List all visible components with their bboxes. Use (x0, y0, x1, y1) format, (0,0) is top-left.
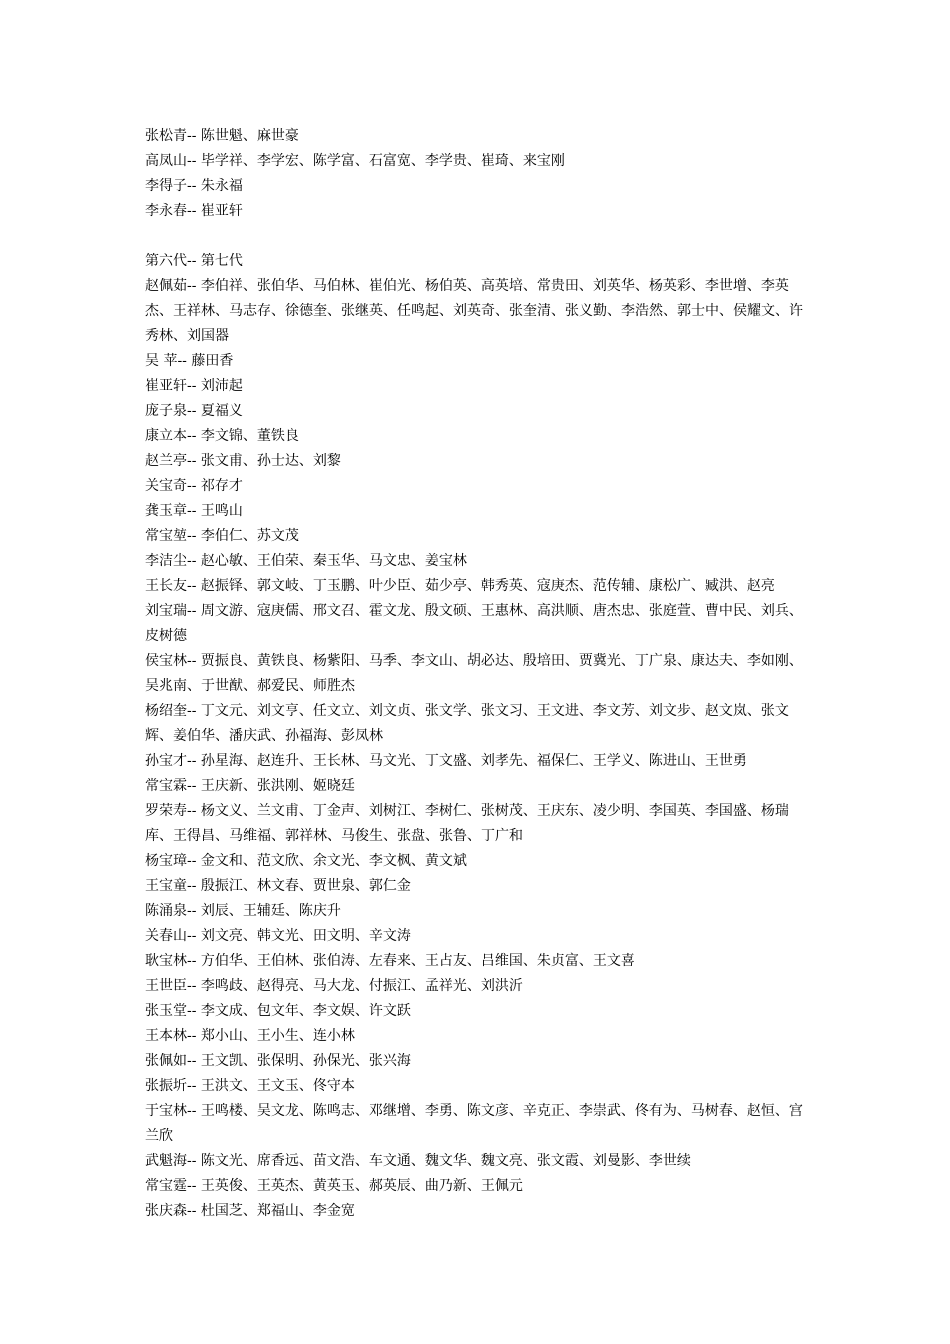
lineage-line: 侯宝林-- 贾振良、黄铁良、杨紫阳、马季、李文山、胡必达、殷培田、贾冀光、丁广泉、康达夫、李如刚、吴兆南、于世猷、郝爱民、师胜杰 (145, 653, 803, 694)
lineage-line: 罗荣寿-- 杨文义、兰文甫、丁金声、刘树江、李树仁、张树茂、王庆东、凌少明、李国英、李国盛、杨瑞库、王得昌、马维福、郭祥林、马俊生、张盘、张鲁、丁广和 (145, 803, 789, 844)
lineage-line: 赵兰亭-- 张文甫、孙士达、刘黎 (145, 453, 341, 469)
lineage-line: 王本林-- 郑小山、王小生、连小林 (145, 1028, 355, 1044)
lineage-line: 张佩如-- 王文凯、张保明、孙保光、张兴海 (145, 1053, 411, 1069)
lineage-line: 孙宝才-- 孙星海、赵连升、王长林、马文光、丁文盛、刘孝先、福保仁、王学义、陈进山、王世勇 (145, 753, 747, 769)
lineage-line: 庞子泉-- 夏福义 (145, 403, 243, 419)
lineage-line: 龚玉章-- 王鸣山 (145, 503, 243, 519)
lineage-line: 常宝堃-- 李伯仁、苏文茂 (145, 528, 299, 544)
lineage-line: 张振圻-- 王洪文、王文玉、佟守本 (145, 1078, 355, 1094)
lineage-line: 刘宝瑞-- 周文游、寇庚儒、邢文召、霍文龙、殷文硕、王惠林、高洪顺、唐杰忠、张庭萱、曹中民、刘兵、皮树德 (145, 603, 803, 644)
lineage-line: 李洁尘-- 赵心敏、王伯荣、秦玉华、马文忠、姜宝林 (145, 553, 467, 569)
lineage-line: 吴 苹-- 藤田香 (145, 353, 234, 369)
lineage-line: 关宝奇-- 祁存才 (145, 478, 243, 494)
lineage-list-main (145, 249, 813, 1224)
lineage-line: 常宝霆-- 王英俊、王英杰、黄英玉、郝英辰、曲乃新、王佩元 (145, 1178, 523, 1194)
lineage-line: 高凤山-- 毕学祥、李学宏、陈学富、石富宽、李学贵、崔琦、来宝刚 (145, 153, 565, 169)
lineage-line: 杨绍奎-- 丁文元、刘文亨、任文立、刘文贞、张文学、张文习、王文进、李文芳、刘文步、赵文岚、张文辉、姜伯华、潘庆武、孙福海、彭凤林 (145, 703, 789, 744)
lineage-list-top (145, 124, 813, 224)
lineage-line: 耿宝林-- 方伯华、王伯林、张伯涛、左春来、王占友、吕维国、朱贞富、王文喜 (145, 953, 635, 969)
lineage-line: 武魁海-- 陈文光、席香远、苗文浩、车文通、魏文华、魏文亮、张文霞、刘曼影、李世续 (145, 1153, 691, 1169)
lineage-line: 常宝霖-- 王庆新、张洪刚、姬晓廷 (145, 778, 355, 794)
lineage-line: 王宝童-- 殷振江、林文春、贾世泉、郭仁金 (145, 878, 411, 894)
lineage-line: 王长友-- 赵振铎、郭文岐、丁玉鹏、叶少臣、茹少亭、韩秀英、寇庚杰、范传辅、康松广、臧洪、赵亮 (145, 578, 775, 594)
lineage-line: 杨宝璋-- 金文和、范文欣、余文光、李文枫、黄文斌 (145, 853, 467, 869)
lineage-line: 关春山-- 刘文亮、韩文光、田文明、辛文涛 (145, 928, 411, 944)
lineage-line: 张庆森-- 杜国芝、郑福山、李金宽 (145, 1203, 355, 1219)
lineage-line: 崔亚轩-- 刘沛起 (145, 378, 243, 394)
lineage-line: 李得子-- 朱永福 (145, 178, 243, 194)
lineage-line: 于宝林-- 王鸣楼、吴文龙、陈鸣志、邓继增、李勇、陈文彦、辛克正、李崇武、佟有为、马树春、赵恒、宫兰欣 (145, 1103, 803, 1144)
paragraph-gap (145, 224, 813, 249)
lineage-line: 赵佩茹-- 李伯祥、张伯华、马伯林、崔伯光、杨伯英、高英培、常贵田、刘英华、杨英彩、李世增、李英杰、王祥林、马志存、徐德奎、张继英、任鸣起、刘英奇、张奎清、张义勤、李浩然、郭士中、侯耀文、许秀林、刘国器 (145, 278, 803, 344)
lineage-line: 康立本-- 李文锦、董铁良 (145, 428, 299, 444)
lineage-line: 李永春-- 崔亚轩 (145, 203, 243, 219)
section-heading: 第六代-- 第七代 (145, 253, 243, 269)
lineage-line: 张松青-- 陈世魁、麻世豪 (145, 128, 299, 144)
lineage-line: 陈涌泉-- 刘辰、王辅廷、陈庆升 (145, 903, 341, 919)
lineage-line: 王世臣-- 李鸣歧、赵得亮、马大龙、付振江、孟祥光、刘洪沂 (145, 978, 523, 994)
document-body (145, 124, 813, 1224)
lineage-line: 张玉堂-- 李文成、包文年、李文娱、许文跃 (145, 1003, 411, 1019)
